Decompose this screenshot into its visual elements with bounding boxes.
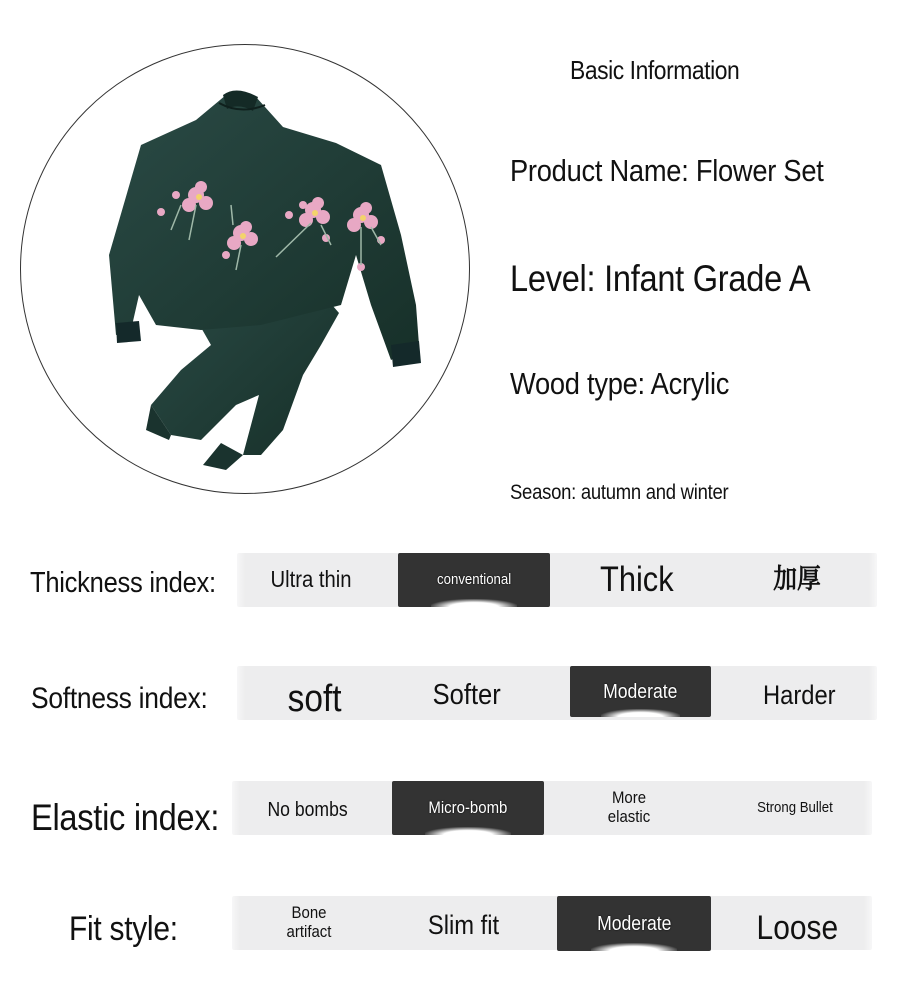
fit-style-row [0,896,900,956]
fit-option-loose[interactable]: Loose [756,909,838,948]
fit-option-moderate[interactable]: Moderate [557,896,711,951]
softness-index-bar [237,666,877,720]
thickness-index-label: Thickness index: [30,567,216,599]
fit-style-label: Fit style: [69,910,178,948]
elastic-index-bar [232,781,872,835]
softness-index-row [0,666,900,726]
wood-type: Wood type: Acrylic [510,366,730,401]
thickness-index-bar [237,553,877,607]
product-level: Level: Infant Grade A [510,258,811,299]
thickness-option-conventional[interactable]: conventional [398,553,550,607]
thickness-index-row [0,553,900,613]
elastic-option-micro-bomb[interactable]: Micro-bomb [392,781,544,835]
softness-option-soft[interactable]: soft [287,678,342,721]
info-title: Basic Information [570,55,740,85]
softness-option-harder[interactable]: Harder [763,680,836,711]
elastic-index-label: Elastic index: [31,797,220,838]
elastic-option-more-elastic[interactable]: More elastic [607,788,651,826]
season: Season: autumn and winter [510,481,729,504]
elastic-option-no-bombs[interactable]: No bombs [267,799,349,821]
thickness-option-extra-thick[interactable]: 加厚 [773,564,821,595]
fit-style-bar [232,896,872,950]
elastic-option-strong-bullet[interactable]: Strong Bullet [756,798,833,816]
softness-option-moderate[interactable]: Moderate [570,666,711,717]
thickness-option-thick[interactable]: Thick [600,559,674,599]
thickness-option-ultra-thin[interactable]: Ultra thin [270,566,352,593]
fit-option-slim-fit[interactable]: Slim fit [427,910,499,941]
elastic-index-row [0,781,900,841]
softness-option-softer[interactable]: Softer [432,679,502,712]
product-name: Product Name: Flower Set [510,153,824,188]
softness-index-label: Softness index: [31,682,208,715]
fit-option-bone-artifact[interactable]: Bone artifact [286,903,332,941]
